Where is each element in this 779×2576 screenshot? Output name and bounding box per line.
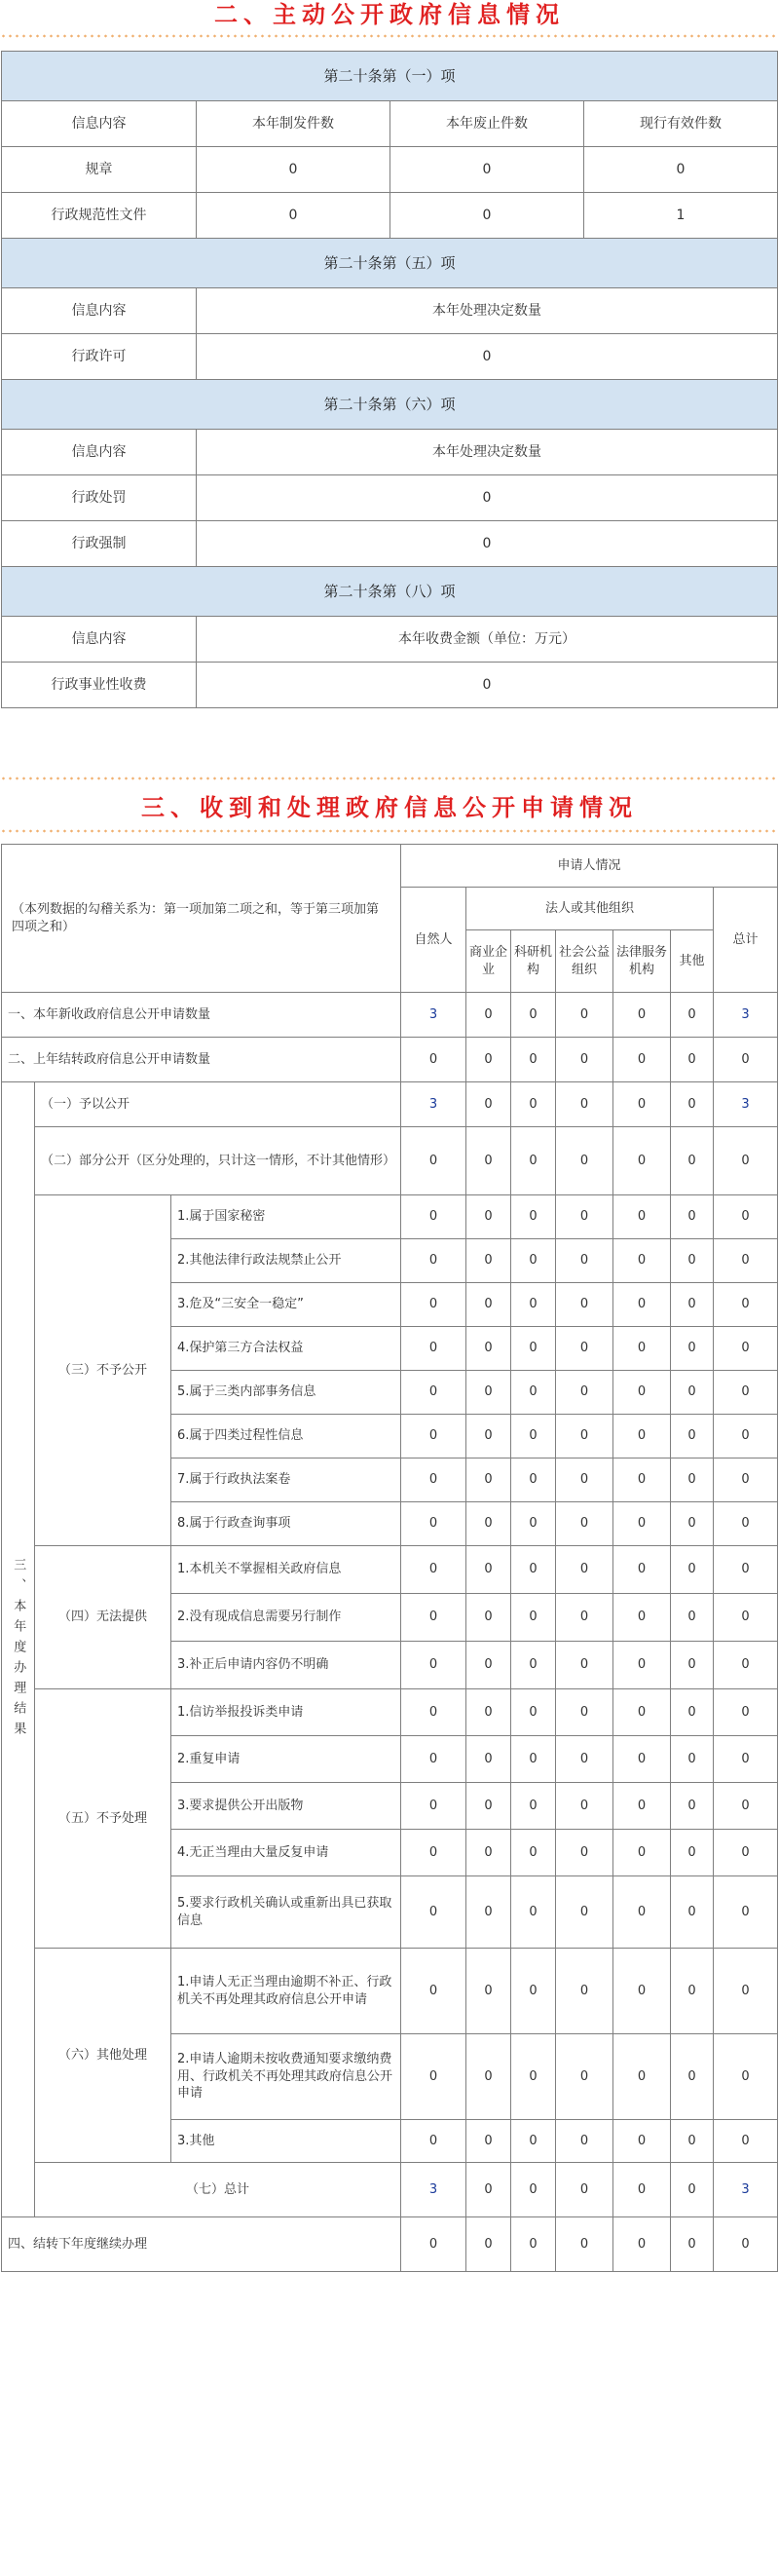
reason-label: 7.属于行政执法案卷 bbox=[171, 1458, 401, 1502]
cell-value: 0 bbox=[401, 1876, 466, 1949]
cell-value: 0 bbox=[714, 1783, 778, 1830]
cell-value: 0 bbox=[613, 1546, 671, 1594]
cell-value: 0 bbox=[714, 2120, 778, 2163]
cell-value: 0 bbox=[511, 1594, 556, 1642]
cell-value: 0 bbox=[401, 1642, 466, 1689]
cell-value: 0 bbox=[511, 1830, 556, 1876]
reason-label: 1.信访举报投诉类申请 bbox=[171, 1689, 401, 1736]
cell-value: 0 bbox=[401, 1239, 466, 1283]
cell-value: 0 bbox=[556, 1783, 613, 1830]
cell-value: 0 bbox=[556, 1082, 613, 1127]
cell-value: 0 bbox=[511, 1736, 556, 1783]
active-disclosure-table bbox=[1, 51, 778, 708]
cell-value: 0 bbox=[466, 1082, 511, 1127]
reason-label: 8.属于行政查询事项 bbox=[171, 1502, 401, 1546]
cell-value: 0 bbox=[466, 1876, 511, 1949]
legal-col-header: 其他 bbox=[671, 930, 714, 993]
cell-value: 0 bbox=[714, 1736, 778, 1783]
cell-value: 0 bbox=[613, 2217, 671, 2272]
cell-value: 0 bbox=[613, 1689, 671, 1736]
cell-value: 0 bbox=[511, 993, 556, 1038]
dotted-divider bbox=[0, 33, 779, 39]
cell-value: 0 bbox=[671, 1736, 714, 1783]
cell-value: 0 bbox=[511, 1283, 556, 1327]
legal-col-header: 商业企业 bbox=[466, 930, 511, 993]
row-label: 行政强制 bbox=[2, 521, 197, 567]
cell-value: 0 bbox=[466, 2217, 511, 2272]
cell-value: 0 bbox=[401, 1038, 466, 1082]
cell-value: 3 bbox=[401, 1082, 466, 1127]
column-header: 信息内容 bbox=[2, 101, 197, 147]
column-header: 现行有效件数 bbox=[584, 101, 778, 147]
row-label: 二、上年结转政府信息公开申请数量 bbox=[2, 1038, 401, 1082]
cell-value: 0 bbox=[671, 2163, 714, 2217]
reason-label: 3.危及“三安全一稳定” bbox=[171, 1283, 401, 1327]
cell-value: 1 bbox=[584, 193, 778, 239]
cell-value: 0 bbox=[671, 1239, 714, 1283]
cell-value: 0 bbox=[671, 1502, 714, 1546]
cell-value: 0 bbox=[466, 2120, 511, 2163]
cell-value: 0 bbox=[556, 1594, 613, 1642]
cell-value: 0 bbox=[671, 1195, 714, 1239]
cell-value: 0 bbox=[197, 193, 390, 239]
cell-value: 0 bbox=[613, 1783, 671, 1830]
row-label: 行政事业性收费 bbox=[2, 663, 197, 708]
reason-label: 3.补正后申请内容仍不明确 bbox=[171, 1642, 401, 1689]
cell-value: 0 bbox=[511, 1458, 556, 1502]
cell-value: 0 bbox=[556, 1239, 613, 1283]
cell-value: 0 bbox=[556, 1327, 613, 1371]
reason-label: 6.属于四类过程性信息 bbox=[171, 1415, 401, 1458]
cell-value: 0 bbox=[714, 1949, 778, 2034]
cell-value: 0 bbox=[511, 2163, 556, 2217]
cell-value: 0 bbox=[671, 1415, 714, 1458]
cell-value: 0 bbox=[556, 1195, 613, 1239]
cell-value: 0 bbox=[466, 1783, 511, 1830]
cell-value: 3 bbox=[714, 1082, 778, 1127]
cell-value: 0 bbox=[511, 1783, 556, 1830]
cell-value: 0 bbox=[714, 1502, 778, 1546]
legal-col-header: 社会公益组织 bbox=[556, 930, 613, 993]
cell-value: 0 bbox=[556, 2034, 613, 2120]
cell-value: 0 bbox=[671, 2034, 714, 2120]
cell-value: 0 bbox=[466, 1736, 511, 1783]
cell-value: 0 bbox=[714, 1127, 778, 1195]
cell-value: 0 bbox=[613, 1458, 671, 1502]
cell-value: 0 bbox=[401, 1594, 466, 1642]
cell-value: 0 bbox=[714, 1876, 778, 1949]
column-header: 信息内容 bbox=[2, 430, 197, 475]
cell-value: 0 bbox=[401, 2034, 466, 2120]
cell-value: 0 bbox=[671, 993, 714, 1038]
cell-value: 0 bbox=[671, 1327, 714, 1371]
cell-value: 0 bbox=[511, 2120, 556, 2163]
cell-value: 0 bbox=[466, 1371, 511, 1415]
cell-value: 0 bbox=[556, 1371, 613, 1415]
cell-value: 3 bbox=[401, 2163, 466, 2217]
cell-value: 0 bbox=[511, 1689, 556, 1736]
reason-label: 1.本机关不掌握相关政府信息 bbox=[171, 1546, 401, 1594]
cell-value: 0 bbox=[466, 1546, 511, 1594]
carryover-label: 四、结转下年度继续办理 bbox=[2, 2217, 401, 2272]
group-label: （六）其他处理 bbox=[35, 1949, 171, 2163]
cell-value: 0 bbox=[511, 1502, 556, 1546]
cell-value: 0 bbox=[511, 1415, 556, 1458]
cell-value: 0 bbox=[466, 993, 511, 1038]
cell-value: 0 bbox=[613, 1327, 671, 1371]
cell-value: 0 bbox=[466, 1642, 511, 1689]
total-header: 总计 bbox=[714, 888, 778, 993]
applications-table bbox=[1, 844, 778, 2272]
cell-value: 0 bbox=[466, 1458, 511, 1502]
cell-value: 0 bbox=[613, 1642, 671, 1689]
cell-value: 0 bbox=[714, 2217, 778, 2272]
reason-label: 2.重复申请 bbox=[171, 1736, 401, 1783]
cell-value: 0 bbox=[714, 1371, 778, 1415]
reason-label: 4.无正当理由大量反复申请 bbox=[171, 1830, 401, 1876]
cell-value: 0 bbox=[466, 1689, 511, 1736]
cell-value: 0 bbox=[401, 1127, 466, 1195]
cell-value: 0 bbox=[401, 1546, 466, 1594]
row-label: 规章 bbox=[2, 147, 197, 193]
cell-value: 0 bbox=[401, 2120, 466, 2163]
cell-value: 0 bbox=[671, 2120, 714, 2163]
cell-value: 0 bbox=[401, 2217, 466, 2272]
cell-value: 0 bbox=[613, 993, 671, 1038]
cell-value: 0 bbox=[613, 1415, 671, 1458]
cell-value: 0 bbox=[556, 1283, 613, 1327]
cell-value: 0 bbox=[466, 1239, 511, 1283]
row-label: （一）予以公开 bbox=[35, 1082, 401, 1127]
cell-value: 0 bbox=[714, 1830, 778, 1876]
cell-value: 0 bbox=[511, 1371, 556, 1415]
cell-value: 0 bbox=[671, 2217, 714, 2272]
column-header: 本年处理决定数量 bbox=[197, 430, 778, 475]
cell-value: 0 bbox=[584, 147, 778, 193]
cell-value: 0 bbox=[714, 1327, 778, 1371]
cell-value: 0 bbox=[466, 1195, 511, 1239]
reason-label: 5.属于三类内部事务信息 bbox=[171, 1371, 401, 1415]
cell-value: 0 bbox=[714, 1458, 778, 1502]
column-header: 本年废止件数 bbox=[390, 101, 584, 147]
cell-value: 0 bbox=[511, 1195, 556, 1239]
cell-value: 0 bbox=[613, 2163, 671, 2217]
cell-value: 0 bbox=[197, 521, 778, 567]
column-header: 本年收费金额（单位：万元） bbox=[197, 617, 778, 663]
legal-col-header: 科研机构 bbox=[511, 930, 556, 993]
section-title-applications: 三、收到和处理政府信息公开申请情况 bbox=[141, 794, 638, 821]
cell-value: 0 bbox=[556, 1502, 613, 1546]
cell-value: 0 bbox=[197, 663, 778, 708]
cell-value: 0 bbox=[714, 1415, 778, 1458]
reason-label: 2.没有现成信息需要另行制作 bbox=[171, 1594, 401, 1642]
cell-value: 0 bbox=[714, 1642, 778, 1689]
cell-value: 0 bbox=[671, 1876, 714, 1949]
cell-value: 0 bbox=[671, 1546, 714, 1594]
cell-value: 0 bbox=[401, 1371, 466, 1415]
cell-value: 0 bbox=[671, 1689, 714, 1736]
reason-label: 4.保护第三方合法权益 bbox=[171, 1327, 401, 1371]
reason-label: 5.要求行政机关确认或重新出具已获取信息 bbox=[171, 1876, 401, 1949]
group-label: （三）不予公开 bbox=[35, 1195, 171, 1546]
cell-value: 0 bbox=[613, 1038, 671, 1082]
cell-value: 0 bbox=[511, 1546, 556, 1594]
cell-value: 0 bbox=[390, 147, 584, 193]
legal-col-header: 法律服务机构 bbox=[613, 930, 671, 993]
group-label: （四）无法提供 bbox=[35, 1546, 171, 1689]
cell-value: 0 bbox=[671, 1783, 714, 1830]
cell-value: 3 bbox=[714, 993, 778, 1038]
block-header: 第二十条第（一）项 bbox=[2, 52, 778, 101]
cell-value: 0 bbox=[556, 1127, 613, 1195]
reason-label: 3.要求提供公开出版物 bbox=[171, 1783, 401, 1830]
row-label: （二）部分公开（区分处理的，只计这一情形，不计其他情形） bbox=[35, 1127, 401, 1195]
cell-value: 0 bbox=[197, 147, 390, 193]
reason-label: 2.申请人逾期未按收费通知要求缴纳费用、行政机关不再处理其政府信息公开申请 bbox=[171, 2034, 401, 2120]
cell-value: 0 bbox=[401, 1502, 466, 1546]
cell-value: 0 bbox=[613, 1594, 671, 1642]
cell-value: 0 bbox=[671, 1830, 714, 1876]
cell-value: 0 bbox=[401, 1949, 466, 2034]
cell-value: 0 bbox=[556, 1546, 613, 1594]
cell-value: 0 bbox=[401, 1415, 466, 1458]
section-title-active-disclosure: 二、主动公开政府信息情况 bbox=[214, 1, 565, 28]
cell-value: 0 bbox=[466, 1415, 511, 1458]
cell-value: 0 bbox=[511, 1949, 556, 2034]
row-label: 一、本年新收政府信息公开申请数量 bbox=[2, 993, 401, 1038]
column-header: 信息内容 bbox=[2, 617, 197, 663]
cell-value: 0 bbox=[466, 1038, 511, 1082]
cell-value: 0 bbox=[466, 1127, 511, 1195]
cell-value: 0 bbox=[556, 1458, 613, 1502]
cell-value: 0 bbox=[671, 1082, 714, 1127]
cell-value: 0 bbox=[511, 1327, 556, 1371]
block-header: 第二十条第（八）项 bbox=[2, 567, 778, 617]
cell-value: 0 bbox=[613, 1371, 671, 1415]
cell-value: 0 bbox=[556, 2217, 613, 2272]
reason-label: 3.其他 bbox=[171, 2120, 401, 2163]
dotted-divider bbox=[0, 776, 779, 781]
cell-value: 0 bbox=[401, 1783, 466, 1830]
cell-value: 0 bbox=[613, 1830, 671, 1876]
column-header: 本年制发件数 bbox=[197, 101, 390, 147]
cell-value: 0 bbox=[671, 1283, 714, 1327]
cell-value: 0 bbox=[401, 1327, 466, 1371]
cell-value: 0 bbox=[613, 1127, 671, 1195]
cell-value: 0 bbox=[671, 1642, 714, 1689]
cell-value: 0 bbox=[714, 1239, 778, 1283]
cell-value: 0 bbox=[511, 1082, 556, 1127]
cell-value: 0 bbox=[671, 1371, 714, 1415]
reason-label: 1.申请人无正当理由逾期不补正、行政机关不再处理其政府信息公开申请 bbox=[171, 1949, 401, 2034]
total-row-label: （七）总计 bbox=[35, 2163, 401, 2217]
cell-value: 0 bbox=[401, 1830, 466, 1876]
cell-value: 0 bbox=[466, 1594, 511, 1642]
cell-value: 0 bbox=[556, 1736, 613, 1783]
cell-value: 0 bbox=[390, 193, 584, 239]
cell-value: 0 bbox=[197, 475, 778, 521]
cell-value: 0 bbox=[556, 1038, 613, 1082]
cell-value: 3 bbox=[401, 993, 466, 1038]
cell-value: 0 bbox=[671, 1949, 714, 2034]
cell-value: 0 bbox=[556, 1642, 613, 1689]
cell-value: 0 bbox=[511, 1239, 556, 1283]
cell-value: 0 bbox=[556, 1689, 613, 1736]
cell-value: 0 bbox=[401, 1736, 466, 1783]
cell-value: 0 bbox=[671, 1458, 714, 1502]
cell-value: 0 bbox=[511, 1642, 556, 1689]
cell-value: 0 bbox=[714, 1283, 778, 1327]
cell-value: 0 bbox=[466, 1830, 511, 1876]
cell-value: 0 bbox=[714, 1195, 778, 1239]
block-header: 第二十条第（六）项 bbox=[2, 380, 778, 430]
dotted-divider bbox=[0, 828, 779, 834]
cell-value: 0 bbox=[613, 2120, 671, 2163]
row-label: 行政许可 bbox=[2, 334, 197, 380]
cell-value: 0 bbox=[556, 2120, 613, 2163]
cell-value: 0 bbox=[556, 993, 613, 1038]
cell-value: 0 bbox=[401, 1689, 466, 1736]
applicant-header: 申请人情况 bbox=[401, 845, 778, 888]
cell-value: 0 bbox=[714, 1546, 778, 1594]
cell-value: 0 bbox=[197, 334, 778, 380]
cell-value: 0 bbox=[556, 1876, 613, 1949]
block-header: 第二十条第（五）项 bbox=[2, 239, 778, 288]
note-cell: （本列数据的勾稽关系为：第一项加第二项之和，等于第三项加第四项之和） bbox=[2, 845, 401, 993]
cell-value: 0 bbox=[613, 1502, 671, 1546]
vertical-label: 三、本年度办理结果 bbox=[2, 1082, 35, 2217]
cell-value: 0 bbox=[511, 2034, 556, 2120]
cell-value: 0 bbox=[714, 1594, 778, 1642]
cell-value: 0 bbox=[466, 1327, 511, 1371]
cell-value: 0 bbox=[613, 1195, 671, 1239]
cell-value: 0 bbox=[511, 1876, 556, 1949]
column-header: 本年处理决定数量 bbox=[197, 288, 778, 334]
cell-value: 0 bbox=[671, 1594, 714, 1642]
cell-value: 0 bbox=[511, 1127, 556, 1195]
row-label: 行政处罚 bbox=[2, 475, 197, 521]
cell-value: 0 bbox=[556, 1415, 613, 1458]
cell-value: 0 bbox=[556, 1830, 613, 1876]
cell-value: 0 bbox=[401, 1195, 466, 1239]
cell-value: 0 bbox=[401, 1283, 466, 1327]
cell-value: 0 bbox=[613, 1876, 671, 1949]
cell-value: 0 bbox=[556, 1949, 613, 2034]
reason-label: 2.其他法律行政法规禁止公开 bbox=[171, 1239, 401, 1283]
cell-value: 0 bbox=[613, 1283, 671, 1327]
cell-value: 0 bbox=[466, 2163, 511, 2217]
reason-label: 1.属于国家秘密 bbox=[171, 1195, 401, 1239]
cell-value: 0 bbox=[466, 2034, 511, 2120]
cell-value: 0 bbox=[466, 1502, 511, 1546]
cell-value: 0 bbox=[466, 1949, 511, 2034]
cell-value: 0 bbox=[556, 2163, 613, 2217]
cell-value: 0 bbox=[671, 1127, 714, 1195]
cell-value: 0 bbox=[714, 2034, 778, 2120]
cell-value: 0 bbox=[613, 1239, 671, 1283]
group-label: （五）不予处理 bbox=[35, 1689, 171, 1949]
row-label: 行政规范性文件 bbox=[2, 193, 197, 239]
cell-value: 0 bbox=[511, 1038, 556, 1082]
natural-person-header: 自然人 bbox=[401, 888, 466, 993]
cell-value: 0 bbox=[714, 1689, 778, 1736]
cell-value: 0 bbox=[511, 2217, 556, 2272]
cell-value: 0 bbox=[613, 2034, 671, 2120]
cell-value: 0 bbox=[714, 1038, 778, 1082]
cell-value: 0 bbox=[613, 1082, 671, 1127]
cell-value: 0 bbox=[671, 1038, 714, 1082]
cell-value: 0 bbox=[613, 1949, 671, 2034]
cell-value: 3 bbox=[714, 2163, 778, 2217]
legal-entity-header: 法人或其他组织 bbox=[466, 888, 714, 930]
cell-value: 0 bbox=[613, 1736, 671, 1783]
cell-value: 0 bbox=[466, 1283, 511, 1327]
cell-value: 0 bbox=[401, 1458, 466, 1502]
column-header: 信息内容 bbox=[2, 288, 197, 334]
